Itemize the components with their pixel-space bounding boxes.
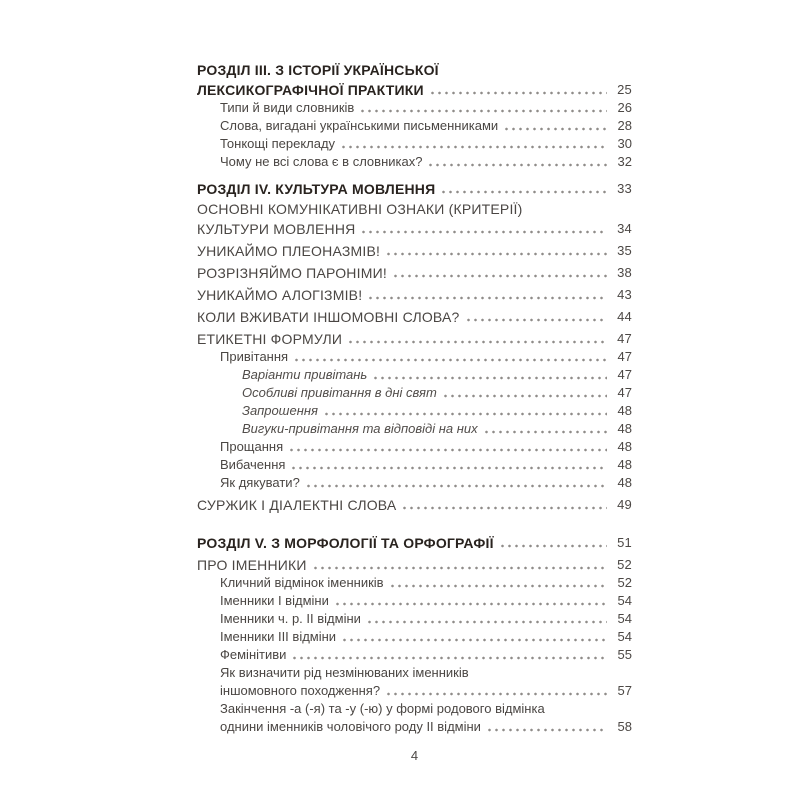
- toc-entry-label: іншомовного походження?: [220, 683, 381, 698]
- toc-entry: [197, 663, 632, 681]
- toc-entry-page: 55: [617, 647, 632, 662]
- dot-leader: [442, 393, 607, 398]
- page-number: 4: [410, 748, 419, 763]
- dot-leader: [389, 583, 607, 588]
- toc-entry-page: 35: [617, 243, 632, 258]
- toc-entry-label: Іменники ч. р. II відміни: [220, 611, 361, 626]
- toc-entry-page: 38: [617, 265, 632, 280]
- toc-entry: [197, 239, 632, 259]
- toc-entry: [197, 327, 632, 347]
- toc-entry-page: 52: [617, 557, 632, 572]
- dot-leader: [486, 727, 607, 732]
- toc-entry: [197, 573, 632, 591]
- dot-leader: [290, 465, 607, 470]
- toc-entry-label: Прощання: [220, 439, 284, 454]
- toc-entry-page: 28: [617, 118, 632, 133]
- toc-entry-label: Закінчення -а (-я) та -у (-ю) у формі родового відмінка: [220, 701, 545, 716]
- toc-entry-label: ОСНОВНІ КОМУНІКАТИВНІ ОЗНАКИ (КРИТЕРІЇ): [197, 201, 523, 217]
- toc-entry: [197, 473, 632, 491]
- dot-leader: [366, 619, 607, 624]
- dot-leader: [499, 543, 607, 548]
- toc-entry-label: УНИКАЙМО АЛОГІЗМІВ!: [197, 287, 363, 303]
- dot-leader: [427, 162, 607, 167]
- toc-entry-label: Вибачення: [220, 457, 286, 472]
- toc-entry: [197, 419, 632, 437]
- toc-entry-page: 44: [617, 309, 632, 324]
- toc-entry-page: 48: [617, 439, 632, 454]
- toc-entry: [197, 58, 632, 78]
- toc-entry-label: Іменники III відміни: [220, 629, 337, 644]
- toc-entry-label: Кличний відмінок іменників: [220, 575, 384, 590]
- toc-entry-page: 33: [617, 181, 632, 196]
- toc-entry: [197, 383, 632, 401]
- toc-entry-label: Тонкощі перекладу: [220, 136, 336, 151]
- toc-entry: [197, 261, 632, 281]
- toc-entry-label: РОЗРІЗНЯЙМО ПАРОНІМИ!: [197, 265, 387, 281]
- toc-entry-label: Іменники I відміни: [220, 593, 329, 608]
- toc-entry: [197, 197, 632, 217]
- dot-leader: [401, 505, 607, 510]
- toc-entry-label: ПРО ІМЕННИКИ: [197, 557, 307, 573]
- toc-entry-page: 48: [617, 403, 632, 418]
- toc-entry: [197, 78, 632, 98]
- toc-entry-label: Запрошення: [242, 403, 318, 418]
- toc-entry: [197, 437, 632, 455]
- toc-entry: [197, 347, 632, 365]
- toc-entry: [197, 134, 632, 152]
- toc-entry: [197, 553, 632, 573]
- toc-entry-page: 30: [617, 136, 632, 151]
- toc-entry-page: 48: [617, 421, 632, 436]
- toc-entry-label: Як визначити рід незмінюваних іменників: [220, 665, 469, 680]
- dot-leader: [291, 655, 607, 660]
- toc-entry-page: 26: [617, 100, 632, 115]
- toc-entry: [197, 699, 632, 717]
- toc-entry-label: Привітання: [220, 349, 289, 364]
- toc-entry-page: 47: [617, 331, 632, 346]
- toc-entry: [197, 717, 632, 735]
- toc-entry-label: Як дякувати?: [220, 475, 300, 490]
- toc-entry-label: Чому не всі слова є в словниках?: [220, 154, 423, 169]
- toc-entry-page: 25: [617, 82, 632, 97]
- toc-entry-label: Фемінітиви: [220, 647, 287, 662]
- toc-entry: [197, 98, 632, 116]
- toc-entry-label: КОЛИ ВЖИВАТИ ІНШОМОВНІ СЛОВА?: [197, 309, 460, 325]
- dot-leader: [503, 126, 607, 131]
- toc-entry: [197, 116, 632, 134]
- dot-leader: [359, 108, 607, 113]
- toc-entry-label: Особливі привітання в дні свят: [242, 385, 437, 400]
- toc-entry-label: однини іменників чоловічого роду II відміни: [220, 719, 481, 734]
- toc-entry: [197, 217, 632, 237]
- dot-leader: [347, 339, 607, 344]
- dot-leader: [312, 565, 607, 570]
- dot-leader: [288, 447, 607, 452]
- toc-entry-label: Вигуки-привітання та відповіді на них: [242, 421, 478, 436]
- toc-entry: [197, 681, 632, 699]
- dot-leader: [385, 251, 607, 256]
- toc-entry-page: 47: [617, 385, 632, 400]
- dot-leader: [440, 189, 607, 194]
- toc-entry-page: 57: [617, 683, 632, 698]
- toc-entry-label: СУРЖИК І ДІАЛЕКТНІ СЛОВА: [197, 497, 397, 513]
- toc-entry: [197, 531, 632, 551]
- toc-entry-page: 52: [617, 575, 632, 590]
- toc-entry-label: ЛЕКСИКОГРАФІЧНОЇ ПРАКТИКИ: [197, 82, 424, 98]
- toc-entry-page: 54: [617, 629, 632, 644]
- toc-entry-label: Слова, вигадані українськими письменниками: [220, 118, 499, 133]
- toc-entry-label: Типи й види словників: [220, 100, 355, 115]
- toc-entry: [197, 609, 632, 627]
- dot-leader: [465, 317, 607, 322]
- dot-leader: [367, 295, 607, 300]
- toc-entry: [197, 591, 632, 609]
- toc-entry-page: 32: [617, 154, 632, 169]
- toc-entry-label: РОЗДІЛ III. З ІСТОРІЇ УКРАЇНСЬКОЇ: [197, 62, 439, 78]
- toc-entry-page: 43: [617, 287, 632, 302]
- toc-entry-page: 48: [617, 475, 632, 490]
- toc-entry-label: РОЗДІЛ IV. КУЛЬТУРА МОВЛЕННЯ: [197, 181, 436, 197]
- dot-leader: [341, 637, 607, 642]
- toc-entry-page: 47: [617, 367, 632, 382]
- toc-entry-label: РОЗДІЛ V. З МОРФОЛОГІЇ ТА ОРФОГРАФІЇ: [197, 535, 494, 551]
- toc-entry: [197, 493, 632, 513]
- toc-entry: [197, 455, 632, 473]
- toc-entry-page: 34: [617, 221, 632, 236]
- toc-entry-page: 49: [617, 497, 632, 512]
- toc-entry-page: 54: [617, 593, 632, 608]
- toc-entry-page: 58: [617, 719, 632, 734]
- toc-entry-page: 48: [617, 457, 632, 472]
- dot-leader: [334, 601, 607, 606]
- dot-leader: [392, 273, 607, 278]
- toc-entry: [197, 305, 632, 325]
- toc-entry-label: ЕТИКЕТНІ ФОРМУЛИ: [197, 331, 343, 347]
- toc-entry-label: Варіанти привітань: [242, 367, 368, 382]
- dot-leader: [293, 357, 607, 362]
- dot-leader: [429, 90, 607, 95]
- dot-leader: [340, 144, 607, 149]
- dot-leader: [360, 229, 607, 234]
- dot-leader: [483, 429, 607, 434]
- toc-entry-page: 51: [617, 535, 632, 550]
- toc-entry: [197, 401, 632, 419]
- toc-entry-label: УНИКАЙМО ПЛЕОНАЗМІВ!: [197, 243, 381, 259]
- toc-entry: [197, 177, 632, 197]
- toc-entry-label: КУЛЬТУРИ МОВЛЕННЯ: [197, 221, 356, 237]
- toc-entry-page: 47: [617, 349, 632, 364]
- dot-leader: [385, 691, 607, 696]
- toc-entry: [197, 365, 632, 383]
- toc-entry: [197, 152, 632, 170]
- toc-entry: [197, 627, 632, 645]
- dot-leader: [372, 375, 607, 380]
- toc-entry: [197, 645, 632, 663]
- toc-entry-page: 54: [617, 611, 632, 626]
- toc-list: [197, 58, 632, 735]
- dot-leader: [305, 483, 607, 488]
- dot-leader: [323, 411, 607, 416]
- toc-entry: [197, 283, 632, 303]
